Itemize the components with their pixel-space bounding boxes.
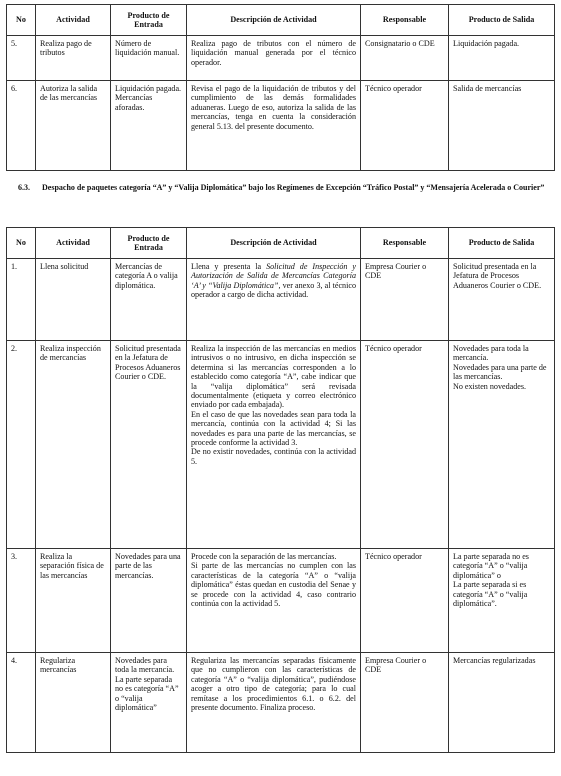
cell-salida (449, 81, 555, 171)
cell-text: Realiza la inspección de las mercancías en medios intrusivos o no intrusivo, en dicha inspección se determina si las mercancías corresponden a lo establecido como categoría “A”, cabe indicar que la “valija diplomática” será revisada documentalmente (etiqueta y correo electrónico enviado por cada embajada). (191, 344, 356, 410)
cell-text: Si parte de las mercancías no cumplen con las características de la categoría “A” o “valija diplomática” éstas quedan en custodia del Senae y se procede con la actividad 4, caso contrario continúa con la actividad 5. (191, 561, 356, 609)
cell-no: 3. (7, 549, 36, 653)
cell-no: 1. (7, 259, 36, 341)
cell-actividad: Llena solicitud (36, 259, 111, 341)
cell-text: , ver anexo 3, al técnico operador a cargo de dicha actividad. (191, 280, 356, 300)
cell-salida (449, 259, 555, 341)
cell-actividad: Realiza inspección de mercancías (36, 341, 111, 549)
header-producto-entrada: Producto de Entrada (111, 5, 187, 36)
header-actividad: Actividad (36, 5, 111, 36)
cell-entrada (111, 81, 187, 171)
header-producto-salida: Producto de Salida (449, 5, 555, 36)
header-responsable: Responsable (361, 5, 449, 36)
cell-text: De no existir novedades, continúa con la actividad 5. (191, 447, 356, 466)
cell-entrada (111, 549, 187, 653)
header-no: No (7, 228, 36, 259)
section-heading (18, 183, 550, 193)
table-row (7, 259, 555, 341)
table-row (7, 36, 555, 81)
table-row (7, 653, 555, 753)
cell-text: Novedades para toda la mercancía. (115, 656, 175, 675)
header-descripcion: Descripción de Actividad (187, 228, 361, 259)
cell-entrada (111, 341, 187, 549)
activities-table-2 (6, 227, 555, 753)
table-header-row (7, 228, 555, 259)
cell-text: Solicitud presentada en la Jefatura de Procesos Aduaneros Courier o CDE. (453, 262, 542, 290)
cell-text: Mercancías de categoría A o valija diplomática. (115, 262, 178, 290)
cell-text: En el caso de que las novedades sean para toda la mercancía, continúa con la actividad 4; Si las novedades es para una parte de las mercancías, se procede conforme la actividad 3. (191, 409, 356, 448)
cell-text: Solicitud presentada en la Jefatura de Procesos Aduaneros Courier o CDE. (115, 344, 181, 382)
cell-salida (449, 341, 555, 549)
cell-responsable: Técnico operador (361, 341, 449, 549)
cell-descripcion (187, 81, 361, 171)
cell-text: Número de liquidación manual. (115, 39, 180, 58)
cell-text: No existen novedades. (453, 381, 527, 391)
cell-actividad: Autoriza la salida de las mercancías (36, 81, 111, 171)
header-responsable: Responsable (361, 228, 449, 259)
cell-text: Mercancías regularizadas (453, 656, 536, 665)
section-number: 6.3. (18, 183, 30, 192)
table-row (7, 81, 555, 171)
cell-salida (449, 36, 555, 81)
table-row (7, 549, 555, 653)
cell-entrada (111, 36, 187, 81)
cell-descripcion (187, 36, 361, 81)
cell-salida (449, 549, 555, 653)
cell-text: Novedades para toda la mercancía. (453, 344, 529, 363)
header-producto-salida: Producto de Salida (449, 228, 555, 259)
cell-responsable: Técnico operador (361, 81, 449, 171)
cell-responsable: Consignatario o CDE (361, 36, 449, 81)
cell-entrada (111, 259, 187, 341)
cell-no: 4. (7, 653, 36, 753)
cell-actividad: Realiza pago de tributos (36, 36, 111, 81)
cell-text: Mercancías aforadas. (115, 93, 153, 112)
cell-no: 6. (7, 81, 36, 171)
cell-salida (449, 653, 555, 753)
cell-descripcion (187, 259, 361, 341)
header-producto-entrada: Producto de Entrada (111, 228, 187, 259)
cell-text: Liquidación pagada. (453, 39, 520, 48)
header-actividad: Actividad (36, 228, 111, 259)
cell-descripcion (187, 653, 361, 753)
cell-text: Liquidación pagada. (115, 84, 182, 93)
cell-text: Revisa el pago de la liquidación de tributos y del cumplimiento de las demás formalidades aduaneras. Luego de eso, autoriza la salida de las mercancías, tenga en cuenta la consideración general 5.13. del presente documento. (191, 84, 356, 131)
cell-responsable: Empresa Courier o CDE (361, 653, 449, 753)
header-no: No (7, 5, 36, 36)
cell-text: Novedades para una parte de las mercancías. (115, 552, 181, 580)
cell-text: Regulariza las mercancías separadas físicamente que no cumplieron con las características de categoría “A” o “valija diplomática”, pudiéndose acoger a otro tipo de categoría; para lo cual remítase a los procedimientos 6.1. o 6.2. del presente documento. Finaliza proceso. (191, 656, 356, 713)
cell-text: La parte separada no es categoría “A” o “valija diplomática” o (453, 552, 529, 580)
cell-text: Salida de mercancías (453, 84, 522, 93)
table-row (7, 341, 555, 549)
table-header-row (7, 5, 555, 36)
cell-descripcion (187, 549, 361, 653)
cell-text: La parte separada si es categoría “A” o “valija diplomática”. (453, 580, 528, 609)
cell-responsable: Empresa Courier o CDE (361, 259, 449, 341)
cell-actividad: Regulariza mercancías (36, 653, 111, 753)
cell-text: Novedades para una parte de las mercancías. (453, 362, 547, 382)
cell-no: 2. (7, 341, 36, 549)
cell-text: Realiza pago de tributos con el número de liquidación manual generada por el técnico operador. (191, 39, 356, 67)
cell-descripcion (187, 341, 361, 549)
cell-responsable: Técnico operador (361, 549, 449, 653)
form-title: Solicitud de Inspección y Autorización de Salida de Mercancías Categoría ‘A’ y “Valija Diplomática” (191, 262, 356, 290)
header-descripcion: Descripción de Actividad (187, 5, 361, 36)
activities-table-1 (6, 4, 555, 171)
cell-text: Llena y presenta la (191, 262, 267, 271)
cell-actividad: Realiza la separación física de las mercancías (36, 549, 111, 653)
cell-text: Procede con la separación de las mercancías. (191, 552, 337, 561)
cell-no: 5. (7, 36, 36, 81)
cell-entrada (111, 653, 187, 753)
cell-text: La parte separada no es categoría “A” o “valija diplomática” (115, 674, 179, 713)
section-title: Despacho de paquetes categoría “A” y “Valija Diplomática” bajo los Regímenes de Excepción “Tráfico Postal” y “Mensajería Acelerada o Courier” (42, 183, 545, 192)
